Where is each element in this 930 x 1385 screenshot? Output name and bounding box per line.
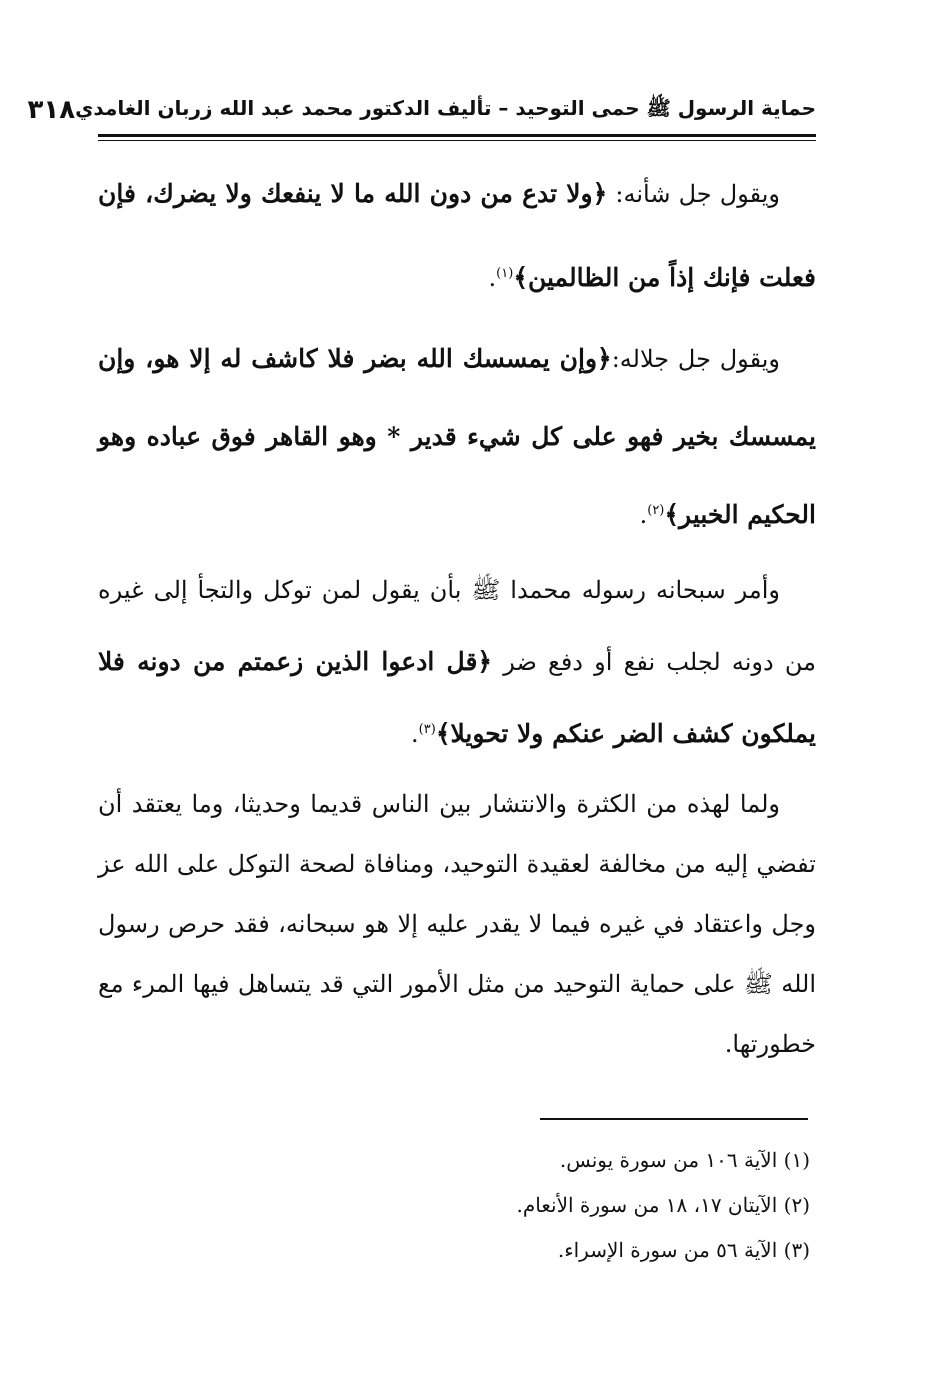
- paragraph-intro: ويقول جل شأنه:: [607, 180, 780, 208]
- footnotes: [98, 1138, 810, 1273]
- footnote-separator: [540, 1118, 808, 1120]
- quran-quote: ﴿قل ادعوا الذين زعمتم من دونه فلا يملكون كشف الضر عنكم ولا تحويلا﴾: [98, 647, 816, 748]
- quran-quote: ﴿وإن يمسسك الله بضر فلا كاشف له إلا هو، وإن يمسسك بخير فهو على كل شيء قدير * وهو القاهر فوق عباده وهو الحكيم الخبير﴾: [98, 344, 816, 529]
- footnote-2: (٢) الآيتان ١٧، ١٨ من سورة الأنعام.: [516, 1193, 810, 1217]
- footnote-3: (٣) الآية ٥٦ من سورة الإسراء.: [557, 1238, 810, 1262]
- main-text: [98, 152, 816, 1074]
- paragraph-intro: وأمر سبحانه رسوله محمدا ﷺ بأن يقول لمن توكل والتجأ إلى غيره من دونه لجلب نفع أو دفع ضر: [98, 576, 816, 676]
- quran-quote: ﴿ولا تدع من دون الله ما لا ينفعك ولا يضرك، فإن فعلت فإنك إذاً من الظالمين﴾: [98, 179, 816, 292]
- page-number: ٣١٨: [27, 95, 76, 125]
- footnote-ref: (٣): [418, 722, 436, 737]
- header-rule-thick: [98, 134, 816, 137]
- running-header: [27, 90, 816, 130]
- paragraph-tail: .: [639, 501, 648, 529]
- header-rule-thin: [98, 140, 816, 141]
- paragraph-tail: .: [411, 720, 419, 748]
- paragraph-1: [98, 152, 816, 320]
- paragraph-tail: .: [488, 264, 497, 292]
- paragraph-3: [98, 554, 816, 770]
- paragraph-2: [98, 320, 816, 554]
- paragraph-4: ولما لهذه من الكثرة والانتشار بين الناس قديما وحديثا، وما يعتقد أن تفضي إليه من مخالفة لعقيدة التوحيد، ومنافاة لصحة التوكل على الله عز وجل واعتقاد في غيره فيما لا يقدر عليه إلا هو سبحانه، فقد حرص رسول الله ﷺ على حماية التوحيد من مثل الأمور التي قد يتساهل فيها المرء مع خطورتها.: [98, 790, 816, 1058]
- footnote-1: (١) الآية ١٠٦ من سورة يونس.: [559, 1148, 810, 1172]
- header-title: حماية الرسول ﷺ حمى التوحيد – تأليف الدكتور محمد عبد الله زربان الغامدي: [75, 95, 816, 120]
- footnote-ref: (٢): [647, 503, 665, 518]
- footnote-ref: (١): [496, 266, 514, 281]
- paragraph-intro: ويقول جل جلاله:: [611, 345, 780, 373]
